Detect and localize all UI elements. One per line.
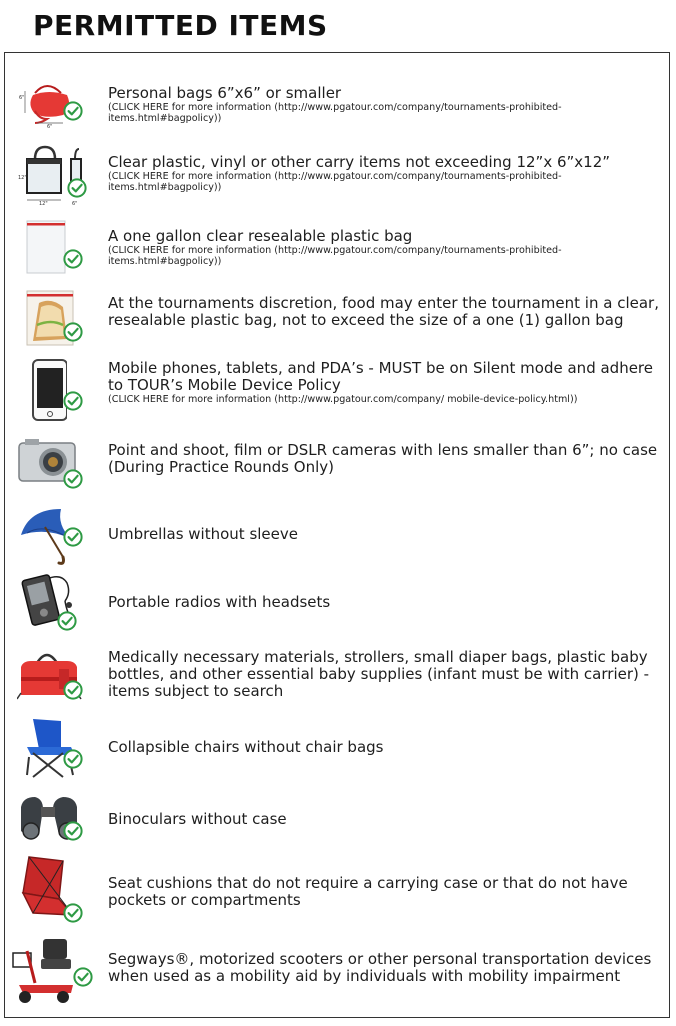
camera-icon [17, 435, 97, 493]
list-item [5, 219, 669, 277]
item-text: Seat cushions that do not require a carrying case or that do not have pockets or compartments [108, 874, 628, 909]
check-icon [63, 903, 83, 923]
umbrella-icon [17, 505, 97, 567]
item-text: Segways®, motorized scooters or other personal transportation devices when used as a mobility aid by individuals with mobility impairment [108, 950, 652, 985]
list-item [5, 935, 669, 1009]
check-icon [73, 967, 93, 987]
item-text: Portable radios with headsets [108, 593, 331, 611]
dimension-label: 12" [39, 201, 48, 205]
list-item [5, 791, 669, 849]
red-purse-icon [17, 79, 97, 129]
dimension-label: 12" [18, 175, 27, 181]
dimension-label: 6" [19, 95, 25, 101]
list-item [5, 435, 669, 493]
item-text: A one gallon clear resealable plastic bag [108, 227, 413, 245]
item-text: Binoculars without case [108, 810, 287, 828]
check-icon [63, 101, 83, 121]
permitted-items-list [4, 52, 670, 1018]
check-icon [63, 680, 83, 700]
check-icon [63, 749, 83, 769]
dimension-label: 6" [47, 124, 53, 129]
seat-cushion-icon [17, 855, 97, 927]
item-text: Mobile phones, tablets, and PDA’s - MUST be on Silent mode and adhere to TOUR’s Mobile Device Policy [108, 359, 653, 394]
list-item [5, 79, 669, 129]
check-icon [63, 527, 83, 547]
item-text: Clear plastic, vinyl or other carry items not exceeding 12”x 6”x12” [108, 153, 611, 171]
check-icon [63, 249, 83, 269]
gallon-bag-icon [17, 219, 97, 277]
mobile-phone-icon [17, 358, 97, 422]
list-item [5, 505, 669, 567]
check-icon [63, 322, 83, 342]
page-title: PERMITTED ITEMS [33, 9, 328, 42]
list-item [5, 143, 669, 203]
check-icon [57, 611, 77, 631]
check-icon [63, 469, 83, 489]
list-item [5, 855, 669, 927]
dimension-label: 6" [72, 201, 78, 205]
more-info-link[interactable]: (CLICK HERE for more information (http://www.pgatour.com/company/tournaments-prohibited- items.html#bagpolicy)) [108, 171, 562, 193]
item-text: Collapsible chairs without chair bags [108, 738, 384, 756]
item-text: Personal bags 6”x6” or smaller [108, 84, 342, 102]
sandwich-bag-icon [17, 289, 97, 349]
diaper-bag-icon [17, 645, 97, 705]
list-item [5, 358, 669, 422]
more-info-link[interactable]: (CLICK HERE for more information (http://www.pgatour.com/company/tournaments-prohibited- items.html#bagpolicy)) [108, 245, 562, 267]
more-info-link[interactable]: (CLICK HERE for more information (http://www.pgatour.com/company/ mobile-device-policy.html)) [108, 394, 578, 405]
binoculars-icon [17, 791, 97, 849]
list-item [5, 645, 669, 705]
item-text: At the tournaments discretion, food may enter the tournament in a clear, resealable plastic bag, not to exceed the size of a one (1) gallon bag [108, 294, 659, 329]
item-text: Umbrellas without sleeve [108, 525, 298, 543]
folding-chair-icon [17, 713, 97, 779]
list-item [5, 289, 669, 349]
list-item [5, 713, 669, 779]
check-icon [67, 178, 87, 198]
check-icon [63, 391, 83, 411]
check-icon [63, 821, 83, 841]
list-item [5, 571, 669, 633]
item-text: Medically necessary materials, strollers, small diaper bags, plastic baby bottles, and other essential baby supplies (infant must be with carrier) - items subject to search [108, 648, 650, 700]
item-text: Point and shoot, film or DSLR cameras with lens smaller than 6”; no case (During Practice Rounds Only) [108, 441, 658, 476]
more-info-link[interactable]: (CLICK HERE for more information (http://www.pgatour.com/company/tournaments-prohibited-items.html#bagpolicy)) [108, 102, 562, 124]
